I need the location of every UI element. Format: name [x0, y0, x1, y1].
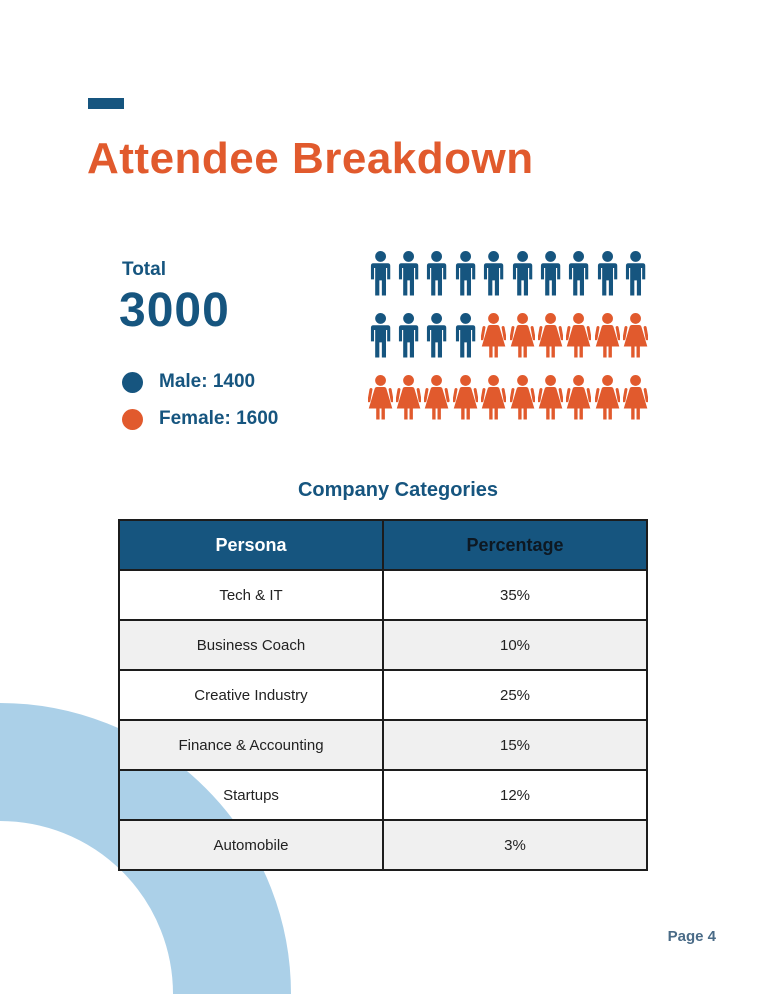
male-figure-icon	[511, 251, 534, 309]
female-figure-icon	[623, 313, 648, 371]
table-row	[119, 670, 647, 720]
categories-table-title: Company Categories	[297, 479, 499, 501]
column-header-persona: Persona	[119, 520, 383, 570]
persona-cell: Business Coach	[119, 620, 383, 670]
male-figure-icon	[397, 313, 420, 371]
legend-label: Male: 1400	[159, 371, 256, 392]
male-figure-icon	[397, 251, 420, 309]
total-value: 3000	[119, 284, 230, 337]
attendee-pictograph	[366, 251, 650, 433]
table-header-row	[119, 520, 647, 570]
table-row	[119, 720, 647, 770]
percentage-cell: 25%	[383, 670, 647, 720]
persona-cell: Automobile	[119, 820, 383, 870]
male-figure-icon	[425, 313, 448, 371]
female-figure-icon	[424, 375, 449, 433]
table-row	[119, 820, 647, 870]
persona-cell: Tech & IT	[119, 570, 383, 620]
percentage-cell: 3%	[383, 820, 647, 870]
male-dot-icon	[122, 372, 143, 393]
percentage-cell: 35%	[383, 570, 647, 620]
male-figure-icon	[454, 313, 477, 371]
male-figure-icon	[624, 251, 647, 309]
female-dot-icon	[122, 409, 143, 430]
title-accent-dash	[88, 98, 124, 109]
persona-cell: Creative Industry	[119, 670, 383, 720]
persona-cell: Startups	[119, 770, 383, 820]
legend-label: Female: 1600	[159, 408, 279, 429]
male-figure-icon	[567, 251, 590, 309]
female-figure-icon	[538, 375, 563, 433]
table-row	[119, 770, 647, 820]
male-figure-icon	[482, 251, 505, 309]
female-figure-icon	[453, 375, 478, 433]
male-figure-icon	[369, 313, 392, 371]
female-figure-icon	[510, 313, 535, 371]
male-figure-icon	[369, 251, 392, 309]
table-body	[119, 570, 647, 870]
male-figure-icon	[454, 251, 477, 309]
female-figure-icon	[566, 313, 591, 371]
male-figure-icon	[539, 251, 562, 309]
legend-item-female	[122, 408, 278, 430]
gender-legend	[122, 371, 278, 445]
table-row	[119, 620, 647, 670]
legend-item-male	[122, 371, 278, 393]
female-figure-icon	[566, 375, 591, 433]
table-row	[119, 570, 647, 620]
percentage-cell: 15%	[383, 720, 647, 770]
percentage-cell: 10%	[383, 620, 647, 670]
female-figure-icon	[481, 375, 506, 433]
percentage-cell: 12%	[383, 770, 647, 820]
male-figure-icon	[596, 251, 619, 309]
female-figure-icon	[595, 313, 620, 371]
page-number-label: Page 4	[667, 928, 716, 945]
female-figure-icon	[368, 375, 393, 433]
total-label: Total	[122, 259, 166, 280]
female-figure-icon	[538, 313, 563, 371]
female-figure-icon	[510, 375, 535, 433]
column-header-percentage: Percentage	[383, 520, 647, 570]
female-figure-icon	[396, 375, 421, 433]
female-figure-icon	[595, 375, 620, 433]
persona-cell: Finance & Accounting	[119, 720, 383, 770]
categories-table	[118, 519, 648, 871]
female-figure-icon	[481, 313, 506, 371]
female-figure-icon	[623, 375, 648, 433]
page-title: Attendee Breakdown	[87, 134, 534, 183]
male-figure-icon	[425, 251, 448, 309]
